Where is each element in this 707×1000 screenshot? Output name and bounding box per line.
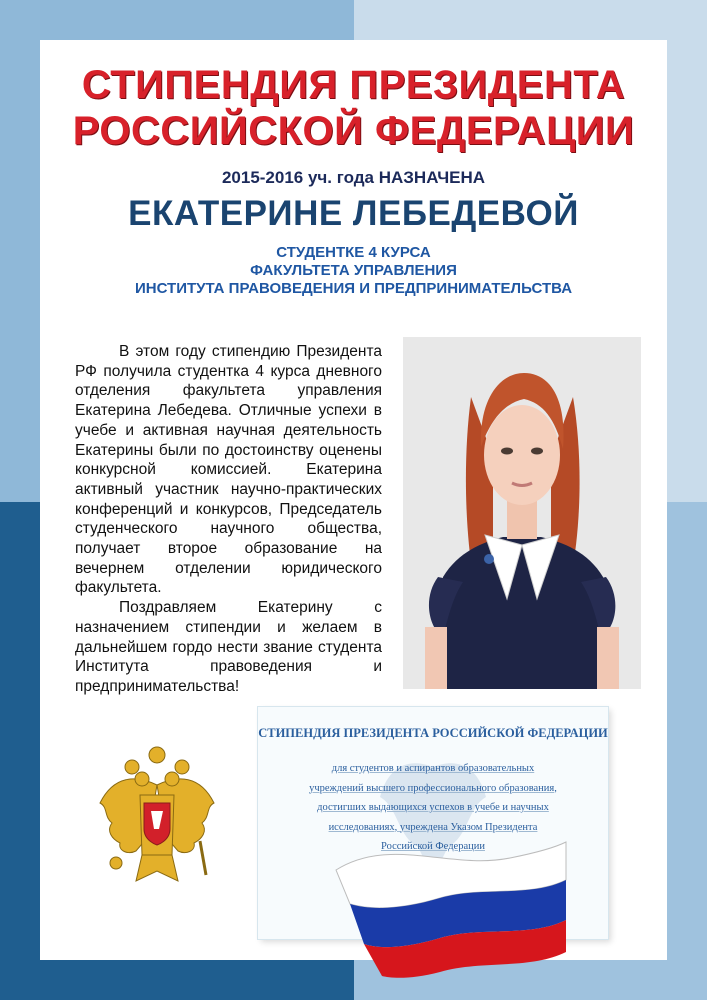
article-paragraph: В этом году стипендию Президента РФ получила студентка 4 курса дневного отделения факультета управления Екатерина Лебедева. Отличные успехи в учебе и активная научная деятельность Екатерины были по достоинству оценены конкурсной комиссией. Екатерина активный участник научно-практических конференций и конкурсов, Председатель студенческого научного общества, получает второе образование на вечернем отделении юридического факультета. — [75, 343, 382, 597]
poster — [40, 40, 667, 960]
certificate-line: для студентов и аспирантов образовательных — [331, 763, 535, 774]
academic-year-line: 2015-2016 уч. года НАЗНАЧЕНА — [221, 168, 486, 187]
article-paragraph: Поздравляем Екатерину с назначением стипендии и желаем в дальнейшем гордо нести звание студента Института правоведения и предпринимательства! — [75, 599, 382, 695]
certificate-title: СТИПЕНДИЯ ПРЕЗИДЕНТА РОССИЙСКОЙ ФЕДЕРАЦИИ — [258, 726, 608, 740]
certificate-line: исследованиях, учреждена Указом Президента — [328, 821, 538, 833]
recipient-institute: ИНСТИТУТА ПРАВОВЕДЕНИЯ И ПРЕДПРИНИМАТЕЛЬСТВА — [134, 280, 573, 297]
recipient-course: СТУДЕНТКЕ 4 КУРСА — [276, 244, 431, 261]
certificate-line: Российской Федерации — [381, 841, 485, 852]
russian-flag-icon — [330, 840, 570, 980]
poster-title-line1: СТИПЕНДИЯ ПРЕЗИДЕНТА — [81, 63, 626, 107]
poster-title-line2: РОССИЙСКОЙ ФЕДЕРАЦИИ — [72, 109, 635, 153]
article-body — [75, 342, 382, 697]
portrait-photo — [403, 337, 641, 689]
recipient-name: ЕКАТЕРИНЕ ЛЕБЕДЕВОЙ — [128, 194, 579, 233]
certificate-line: учреждений высшего профессионального образования, — [309, 782, 557, 794]
recipient-faculty: ФАКУЛЬТЕТА УПРАВЛЕНИЯ — [250, 262, 457, 279]
certificate-line: достигших выдающихся успехов в учебе и научных — [317, 802, 549, 813]
coat-of-arms-icon — [96, 745, 218, 893]
